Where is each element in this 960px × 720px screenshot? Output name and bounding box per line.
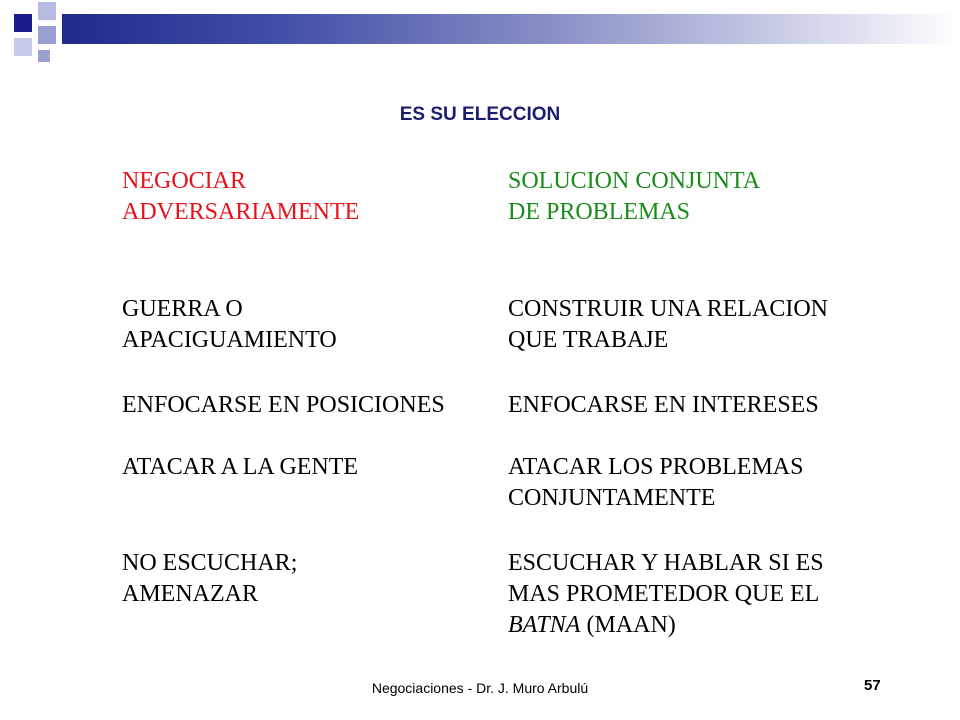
right-item-4-batna-line bbox=[508, 610, 676, 641]
left-item-1: GUERRA O APACIGUAMIENTO bbox=[122, 296, 337, 353]
decor-square-icon bbox=[14, 38, 32, 56]
right-item-4: ESCUCHAR Y HABLAR SI ES MAS PROMETEDOR QUE EL bbox=[508, 550, 824, 607]
right-item-2: ENFOCARSE EN INTERESES bbox=[508, 392, 819, 418]
decor-square-icon bbox=[38, 26, 56, 44]
slide-title: ES SU ELECCION bbox=[399, 104, 561, 125]
right-item-3: ATACAR LOS PROBLEMAS CONJUNTAMENTE bbox=[508, 454, 804, 511]
left-item-4: NO ESCUCHAR; AMENAZAR bbox=[122, 550, 298, 607]
footer-text: Negociaciones - Dr. J. Muro Arbulú bbox=[371, 680, 589, 696]
header-gradient-bar bbox=[62, 14, 960, 44]
decor-square-icon bbox=[38, 2, 56, 20]
left-column-heading: NEGOCIAR ADVERSARIAMENTE bbox=[122, 168, 360, 225]
batna-rest: (MAAN) bbox=[580, 612, 676, 638]
decor-square-icon bbox=[38, 50, 50, 62]
decor-square-icon bbox=[14, 14, 32, 32]
batna-term: BATNA bbox=[508, 612, 581, 638]
left-item-2: ENFOCARSE EN POSICIONES bbox=[122, 392, 445, 418]
right-column-heading: SOLUCION CONJUNTA DE PROBLEMAS bbox=[508, 168, 761, 225]
left-item-3: ATACAR A LA GENTE bbox=[122, 454, 359, 480]
page-number: 57 bbox=[864, 677, 881, 694]
right-item-1: CONSTRUIR UNA RELACION QUE TRABAJE bbox=[508, 296, 829, 353]
